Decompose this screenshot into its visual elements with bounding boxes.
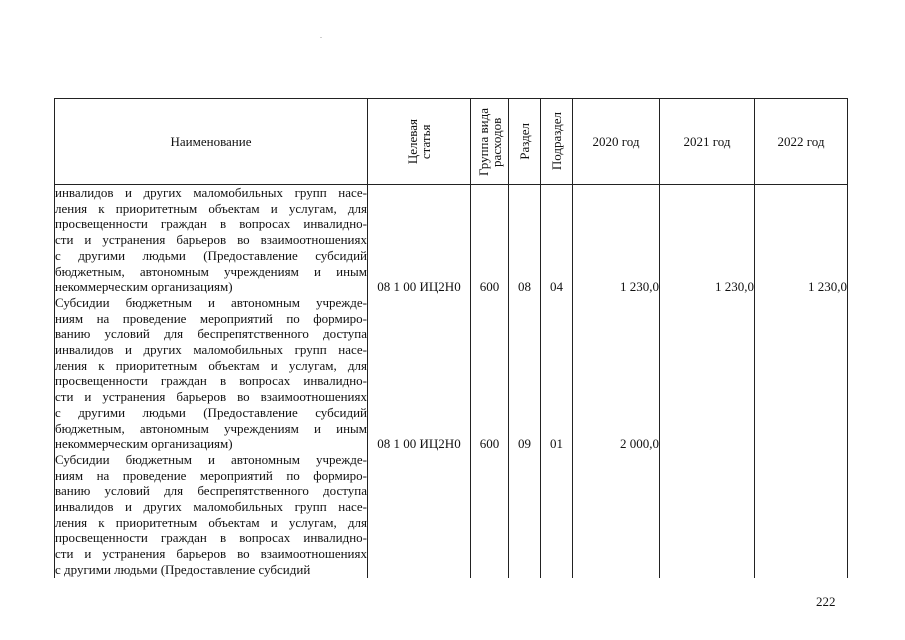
cell-spacer (755, 452, 847, 562)
header-row (55, 99, 848, 185)
description-line: сти и устранения барьеров во взаимоотношениях (55, 389, 367, 405)
header-2020: 2020 год (573, 99, 660, 185)
expense-group-code-value: 600 (479, 279, 500, 295)
target-article-code (368, 185, 471, 295)
cell-spacer (660, 295, 754, 436)
description-line: Субсидии бюджетным и автономным учрежде- (55, 294, 367, 310)
description-line: ниям на проведение мероприятий по формиро- (55, 310, 367, 326)
section-code (509, 185, 541, 295)
description-line: ления к приоритетным объектам и услугам, для (55, 357, 367, 373)
description-line: ления к приоритетным объектам и услугам, для (55, 514, 367, 530)
expense-group-code (471, 185, 509, 295)
description-line: сти и устранения барьеров во взаимоотношениях (55, 232, 367, 248)
budget-table (54, 98, 848, 578)
cell-spacer (471, 185, 508, 279)
amount-2020 (573, 295, 660, 452)
amount-2020-value: 2 000,0 (620, 436, 659, 452)
expense-group-code (471, 295, 509, 452)
cell-spacer (573, 295, 659, 436)
expense-group-code-value (471, 562, 508, 578)
subsection-code (541, 295, 573, 452)
cell-spacer (509, 185, 540, 279)
page-number: 222 (816, 594, 836, 609)
description-line: ванию условий для беспрепятственного доступа (55, 326, 367, 342)
description-line: ления к приоритетным объектам и услугам, для (55, 200, 367, 216)
cell-spacer (509, 295, 540, 436)
cell-spacer (541, 452, 572, 562)
amount-2020-value: 1 230,0 (620, 279, 659, 295)
section-code (509, 295, 541, 452)
amount-2022-value (755, 562, 847, 578)
section-code-value: 08 (518, 279, 531, 295)
section-code-value: 09 (518, 436, 531, 452)
cell-spacer (509, 452, 540, 562)
subsection-code-value: 01 (550, 436, 563, 452)
cell-spacer (541, 185, 572, 279)
description-line: некоммерческим организациям) (55, 436, 233, 452)
row-description (55, 185, 368, 295)
description-line: инвалидов и других маломобильных групп насе- (55, 185, 367, 200)
expense-group-code-value: 600 (479, 436, 500, 452)
cell-spacer (368, 185, 470, 279)
amount-2022 (755, 295, 848, 452)
description-line: инвалидов и других маломобильных групп насе- (55, 499, 367, 515)
amount-2020 (573, 185, 660, 295)
description-line: просвещенности граждан в вопросах инвалидно- (55, 530, 367, 546)
section-code-value (509, 562, 540, 578)
amount-2022-value: 1 230,0 (808, 279, 847, 295)
header-target-article: Целевая статья (368, 99, 471, 185)
header-name: Наименование (55, 99, 368, 185)
cell-spacer (573, 452, 659, 562)
cell-spacer (755, 185, 847, 279)
cell-spacer (368, 452, 470, 562)
row-description (55, 452, 368, 578)
header-expense-group: Группа вида расходов (471, 99, 509, 185)
description-line: бюджетным, автономным учреждениям и иным (55, 263, 367, 279)
description-line: бюджетным, автономным учреждениям и иным (55, 420, 367, 436)
subsection-code (541, 185, 573, 295)
amount-2021-value: 1 230,0 (715, 279, 754, 295)
target-article-code (368, 295, 471, 452)
description-line: сти и устранения барьеров во взаимоотношениях (55, 546, 367, 562)
subsection-code-value (541, 562, 572, 578)
description-line: с другими людьми (Предоставление субсидий (55, 561, 311, 577)
cell-spacer (660, 452, 754, 562)
description-line: ванию условий для беспрепятственного доступа (55, 483, 367, 499)
description-line: Субсидии бюджетным и автономным учрежде- (55, 451, 367, 467)
amount-2022-value (755, 436, 847, 452)
target-article-code-value (368, 562, 470, 578)
amount-2020-value (573, 562, 659, 578)
cell-spacer (755, 295, 847, 436)
amount-2022 (755, 452, 848, 578)
description-line: некоммерческим организациям) (55, 279, 233, 295)
amount-2022 (755, 185, 848, 295)
amount-2021 (660, 295, 755, 452)
table-row (55, 295, 848, 452)
scan-speck (320, 37, 322, 38)
description-line: инвалидов и других маломобильных групп насе- (55, 342, 367, 358)
table-row (55, 452, 848, 578)
description-line: с другими людьми (Предоставление субсидий (55, 404, 367, 420)
amount-2021-value (660, 562, 754, 578)
cell-spacer (660, 185, 754, 279)
description-line: просвещенности граждан в вопросах инвалидно- (55, 216, 367, 232)
table-row (55, 185, 848, 295)
amount-2021 (660, 185, 755, 295)
target-article-code (368, 452, 471, 578)
header-subsection: Подраздел (541, 99, 573, 185)
cell-spacer (573, 185, 659, 279)
subsection-code (541, 452, 573, 578)
cell-spacer (541, 295, 572, 436)
description-line: просвещенности граждан в вопросах инвалидно- (55, 373, 367, 389)
amount-2021-value (660, 436, 754, 452)
header-section: Раздел (509, 99, 541, 185)
section-code (509, 452, 541, 578)
amount-2020 (573, 452, 660, 578)
description-line: с другими людьми (Предоставление субсидий (55, 247, 367, 263)
header-2021: 2021 год (660, 99, 755, 185)
cell-spacer (368, 295, 470, 436)
cell-spacer (471, 452, 508, 562)
target-article-code-value: 08 1 00 ИЦ2Н0 (377, 279, 461, 295)
header-2022: 2022 год (755, 99, 848, 185)
expense-group-code (471, 452, 509, 578)
row-description (55, 295, 368, 452)
description-line: ниям на проведение мероприятий по формиро- (55, 467, 367, 483)
subsection-code-value: 04 (550, 279, 563, 295)
target-article-code-value: 08 1 00 ИЦ2Н0 (377, 436, 461, 452)
cell-spacer (471, 295, 508, 436)
amount-2021 (660, 452, 755, 578)
